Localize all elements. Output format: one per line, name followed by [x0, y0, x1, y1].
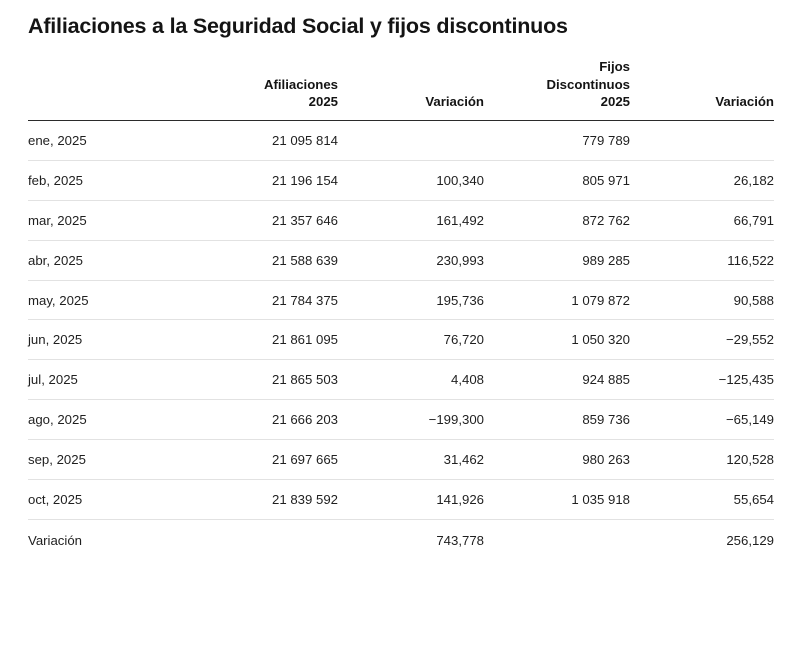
cell-fijos: 1 079 872 [484, 280, 630, 320]
cell-variacion-afiliaciones: −199,300 [338, 400, 484, 440]
cell-variacion-afiliaciones: 195,736 [338, 280, 484, 320]
cell-month: jul, 2025 [28, 360, 200, 400]
table-row [28, 479, 774, 519]
table-row [28, 121, 774, 161]
column-header-afiliaciones-line2: 2025 [308, 94, 338, 110]
table-header-row [28, 58, 774, 121]
page-title: Afiliaciones a la Seguridad Social y fijos discontinuos [28, 14, 568, 38]
cell-month: sep, 2025 [28, 439, 200, 479]
cell-afiliaciones: 21 861 095 [200, 320, 338, 360]
cell-fijos: 980 263 [484, 439, 630, 479]
cell-variacion-fijos: 116,522 [630, 240, 774, 280]
cell-fijos: 1 035 918 [484, 479, 630, 519]
cell-afiliaciones: 21 839 592 [200, 479, 338, 519]
cell-afiliaciones: 21 095 814 [200, 121, 338, 161]
cell-fijos: 924 885 [484, 360, 630, 400]
cell-month: oct, 2025 [28, 479, 200, 519]
cell-fijos: 805 971 [484, 161, 630, 201]
cell-afiliaciones: 21 865 503 [200, 360, 338, 400]
cell-fijos: 872 762 [484, 200, 630, 240]
cell-afiliaciones: 21 784 375 [200, 280, 338, 320]
cell-afiliaciones: 21 666 203 [200, 400, 338, 440]
column-header-afiliaciones [200, 58, 338, 121]
table-row [28, 161, 774, 201]
cell-fijos: 779 789 [484, 121, 630, 161]
table-body [28, 121, 774, 560]
column-header-fijos-line2: Discontinuos [546, 76, 630, 92]
column-header-variacion-afiliaciones: Variación [338, 58, 484, 121]
cell-month: mar, 2025 [28, 200, 200, 240]
cell-fijos: 859 736 [484, 400, 630, 440]
table-total-row [28, 519, 774, 559]
table-row [28, 200, 774, 240]
cell-month: abr, 2025 [28, 240, 200, 280]
cell-fijos: 1 050 320 [484, 320, 630, 360]
cell-variacion-afiliaciones: 230,993 [338, 240, 484, 280]
cell-afiliaciones: 21 588 639 [200, 240, 338, 280]
table-header [28, 58, 774, 121]
cell-variacion-afiliaciones: 141,926 [338, 479, 484, 519]
cell-variacion-fijos: −65,149 [630, 400, 774, 440]
affiliations-table [28, 58, 774, 560]
column-header-variacion-fijos: Variación [630, 58, 774, 121]
cell-variacion-afiliaciones: 161,492 [338, 200, 484, 240]
table-row [28, 240, 774, 280]
cell-afiliaciones: 21 697 665 [200, 439, 338, 479]
column-header-fijos-discontinuos [484, 58, 630, 121]
column-header-fijos-line3: 2025 [600, 94, 630, 110]
cell-variacion-afiliaciones: 31,462 [338, 439, 484, 479]
cell-variacion-afiliaciones: 4,408 [338, 360, 484, 400]
cell-variacion-afiliaciones [338, 121, 484, 161]
cell-month: feb, 2025 [28, 161, 200, 201]
cell-month: jun, 2025 [28, 320, 200, 360]
table-row [28, 280, 774, 320]
column-header-month [28, 58, 200, 121]
cell-total-afiliaciones [200, 519, 338, 559]
table-row [28, 360, 774, 400]
cell-month: ene, 2025 [28, 121, 200, 161]
cell-variacion-fijos: −125,435 [630, 360, 774, 400]
cell-variacion-afiliaciones: 100,340 [338, 161, 484, 201]
cell-month: may, 2025 [28, 280, 200, 320]
column-header-fijos-line1: Fijos [599, 58, 630, 74]
cell-variacion-fijos: −29,552 [630, 320, 774, 360]
cell-fijos: 989 285 [484, 240, 630, 280]
cell-total-fijos [484, 519, 630, 559]
cell-afiliaciones: 21 357 646 [200, 200, 338, 240]
table-row [28, 400, 774, 440]
cell-total-variacion-fijos: 256,129 [726, 532, 774, 548]
cell-variacion-fijos: 120,528 [630, 439, 774, 479]
cell-variacion-fijos: 55,654 [630, 479, 774, 519]
table-row [28, 320, 774, 360]
table-row [28, 439, 774, 479]
cell-month: ago, 2025 [28, 400, 200, 440]
cell-variacion-fijos [630, 121, 774, 161]
column-header-afiliaciones-line1: Afiliaciones [263, 76, 338, 92]
cell-variacion-fijos: 66,791 [630, 200, 774, 240]
cell-variacion-afiliaciones: 76,720 [338, 320, 484, 360]
cell-variacion-fijos: 90,588 [630, 280, 774, 320]
cell-total-label: Variación [28, 532, 82, 548]
cell-variacion-fijos: 26,182 [630, 161, 774, 201]
cell-afiliaciones: 21 196 154 [200, 161, 338, 201]
cell-total-variacion-afiliaciones: 743,778 [436, 532, 484, 548]
